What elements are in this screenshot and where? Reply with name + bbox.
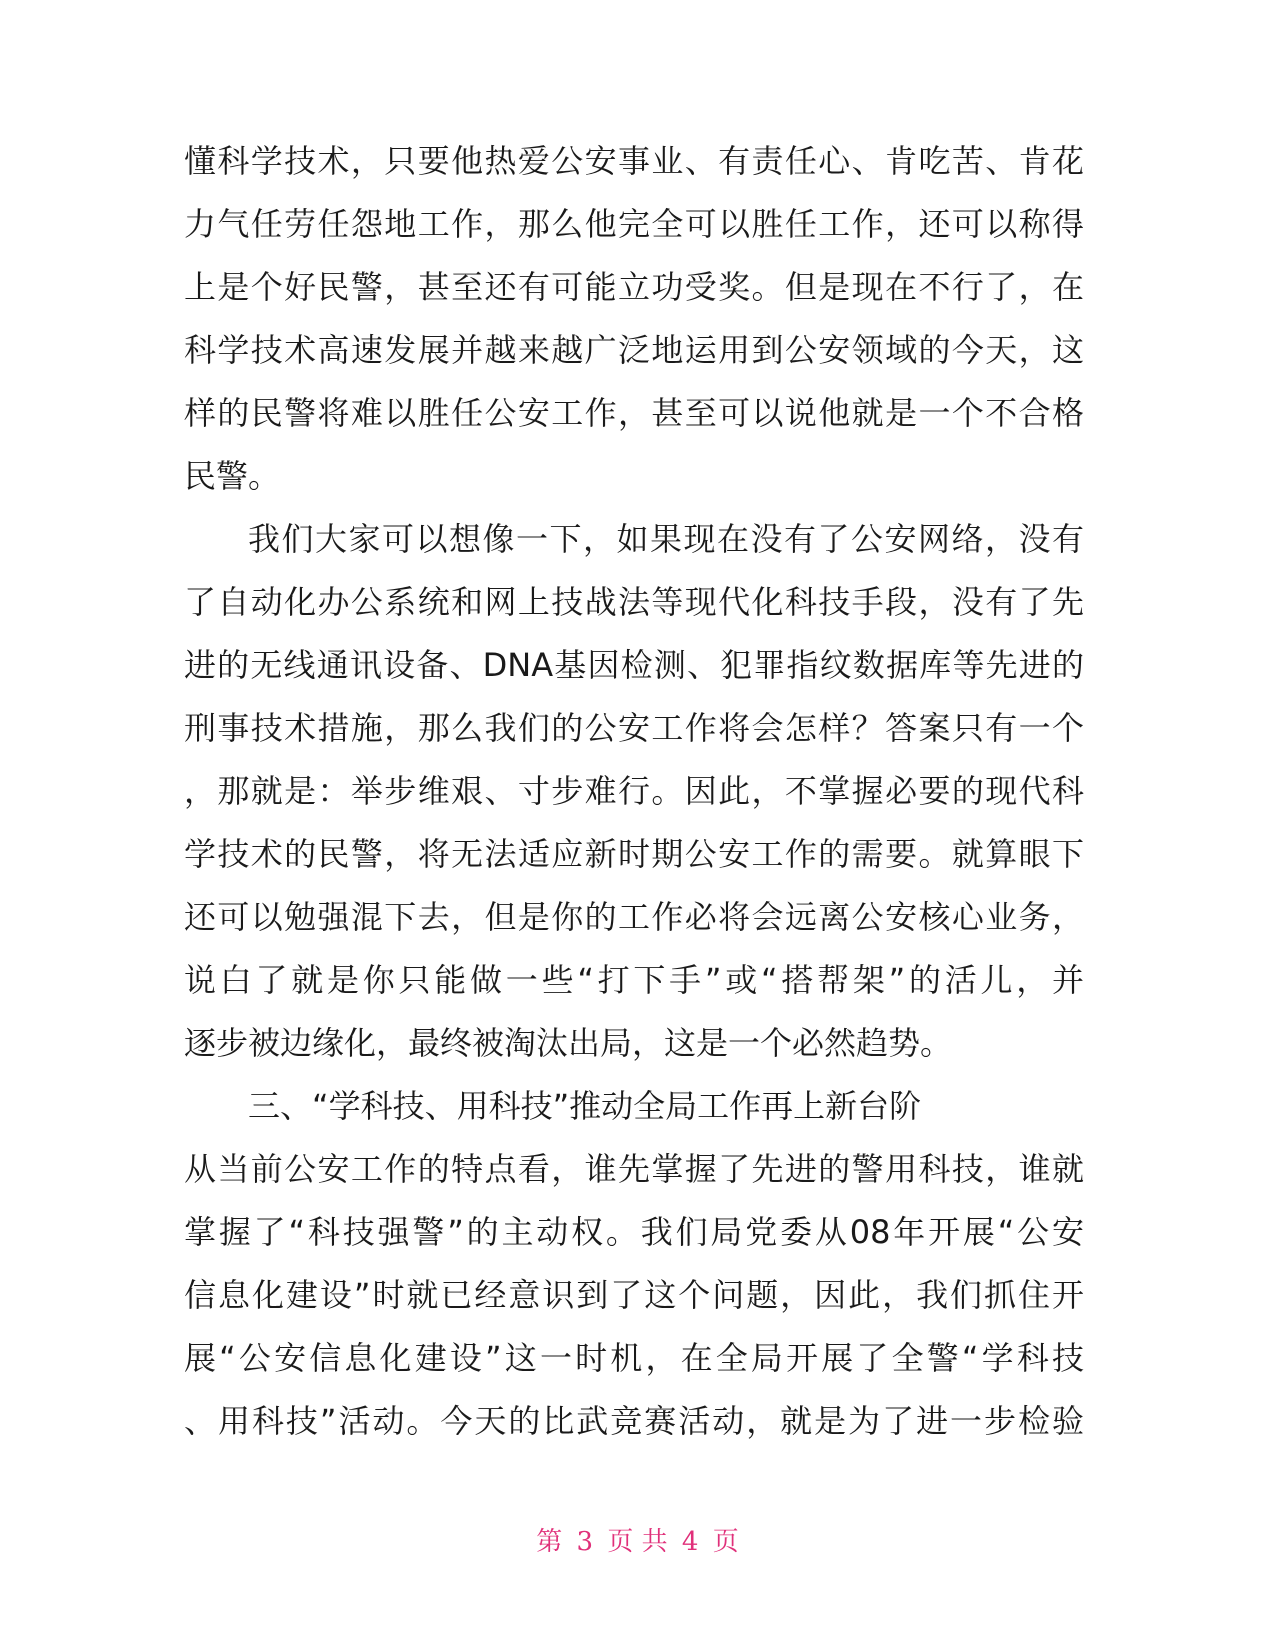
text-line: 学技术的民警，将无法适应新时期公安工作的需要。就算眼下 (184, 835, 1084, 873)
text-line: 了自动化办公系统和网上技战法等现代化科技手段，没有了先 (184, 583, 1084, 621)
section-heading: 三、“学科技、用科技”推动全局工作再上新台阶 (248, 1087, 922, 1125)
text-line: 懂科学技术，只要他热爱公安事业、有责任心、肯吃苦、肯花 (184, 142, 1084, 180)
text-line: 刑事技术措施，那么我们的公安工作将会怎样？答案只有一个 (184, 709, 1084, 747)
text-line: 掌握了“科技强警”的主动权。我们局党委从08年开展“公安 (184, 1213, 1084, 1251)
text-line: 、用科技”活动。今天的比武竞赛活动，就是为了进一步检验 (184, 1402, 1084, 1440)
paragraph-first-line: 我们大家可以想像一下，如果现在没有了公安网络，没有 (248, 520, 1084, 558)
total-page-number: 4 (681, 1527, 699, 1557)
text-line: 还可以勉强混下去，但是你的工作必将会远离公安核心业务， (184, 898, 1084, 936)
text-line: 上是个好民警，甚至还有可能立功受奖。但是现在不行了，在 (184, 268, 1084, 306)
text-line: 力气任劳任怨地工作，那么他完全可以胜任工作，还可以称得 (184, 205, 1084, 243)
text-line: 展“公安信息化建设”这一时机，在全局开展了全警“学科技 (184, 1339, 1084, 1377)
footer-prefix: 第 (536, 1527, 563, 1557)
text-line: 从当前公安工作的特点看，谁先掌握了先进的警用科技，谁就 (184, 1150, 1084, 1188)
page-footer (0, 1522, 1275, 1562)
text-line: 科学技术高速发展并越来越广泛地运用到公安领域的今天，这 (184, 331, 1084, 369)
text-line: 样的民警将难以胜任公安工作，甚至可以说他就是一个不合格 (184, 394, 1084, 432)
text-line: 民警。 (184, 457, 281, 495)
current-page-number: 3 (576, 1527, 594, 1557)
footer-suffix: 页 (712, 1527, 739, 1557)
text-line: 进的无线通讯设备、DNA基因检测、犯罪指纹数据库等先进的 (184, 646, 1084, 684)
text-line: 逐步被边缘化，最终被淘汰出局，这是一个必然趋势。 (184, 1024, 953, 1062)
text-line: 信息化建设”时就已经意识到了这个问题，因此，我们抓住开 (184, 1276, 1084, 1314)
footer-middle: 页 共 (607, 1527, 668, 1557)
text-line: ，那就是：举步维艰、寸步难行。因此，不掌握必要的现代科 (184, 772, 1084, 810)
text-line: 说白了就是你只能做一些“打下手”或“搭帮架”的活儿，并 (184, 961, 1084, 999)
